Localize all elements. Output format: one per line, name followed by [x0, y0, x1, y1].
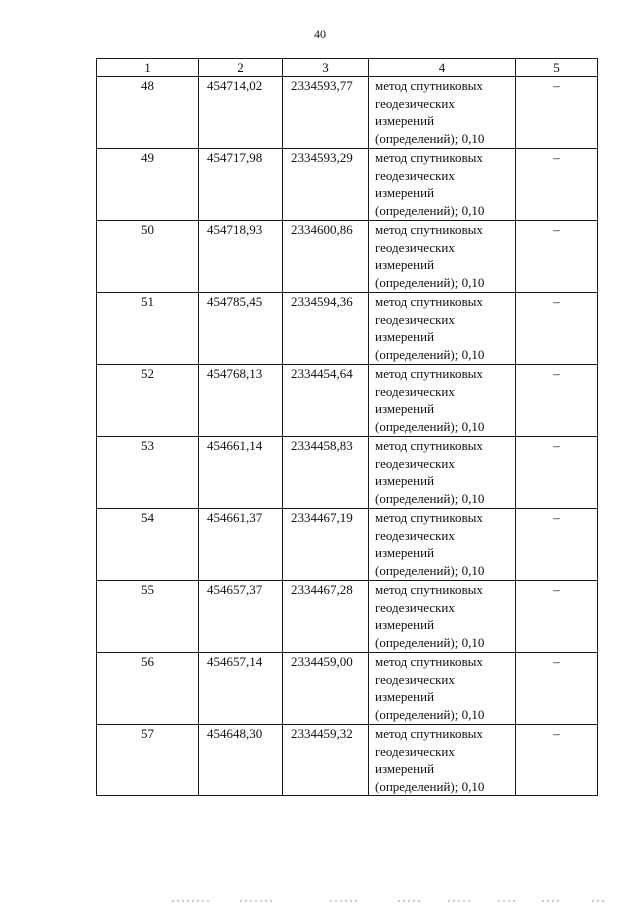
header-col-2: 2 — [199, 59, 283, 77]
method-cell — [369, 509, 516, 581]
point-number: 51 — [97, 293, 199, 365]
note-cell: – — [516, 725, 598, 796]
point-number: 54 — [97, 509, 199, 581]
header-col-4: 4 — [369, 59, 516, 77]
method-cell — [369, 293, 516, 365]
method-text: метод спутниковых геодезических измерений (определений); 0,10 — [375, 582, 485, 650]
coord-x: 454714,02 — [199, 77, 283, 149]
method-text: метод спутниковых геодезических измерений (определений); 0,10 — [375, 366, 485, 434]
table-row — [97, 581, 598, 653]
coord-x: 454648,30 — [199, 725, 283, 796]
method-text: метод спутниковых геодезических измерений (определений); 0,10 — [375, 438, 485, 506]
coord-x: 454717,98 — [199, 149, 283, 221]
table-header — [97, 59, 598, 77]
page-number: 40 — [314, 27, 326, 41]
table-row — [97, 725, 598, 796]
note-cell: – — [516, 653, 598, 725]
note-cell: – — [516, 509, 598, 581]
point-number: 56 — [97, 653, 199, 725]
method-cell — [369, 77, 516, 149]
note-cell: – — [516, 293, 598, 365]
table-row — [97, 221, 598, 293]
table-row — [97, 149, 598, 221]
table-row — [97, 365, 598, 437]
method-text: метод спутниковых геодезических измерений (определений); 0,10 — [375, 150, 485, 218]
coord-y: 2334594,36 — [283, 293, 369, 365]
note-cell: – — [516, 149, 598, 221]
table-row — [97, 653, 598, 725]
table-body — [97, 77, 598, 796]
note-cell: – — [516, 77, 598, 149]
table-row — [97, 77, 598, 149]
header-row — [97, 59, 598, 77]
note-cell: – — [516, 221, 598, 293]
coord-x: 454661,37 — [199, 509, 283, 581]
coord-x: 454718,93 — [199, 221, 283, 293]
method-cell — [369, 365, 516, 437]
method-cell — [369, 581, 516, 653]
coord-x: 454661,14 — [199, 437, 283, 509]
method-cell — [369, 653, 516, 725]
coord-x: 454785,45 — [199, 293, 283, 365]
coord-y: 2334593,29 — [283, 149, 369, 221]
point-number: 57 — [97, 725, 199, 796]
coord-x: 454657,14 — [199, 653, 283, 725]
header-col-3: 3 — [283, 59, 369, 77]
table-row — [97, 509, 598, 581]
table-row — [97, 293, 598, 365]
point-number: 55 — [97, 581, 199, 653]
coord-x: 454768,13 — [199, 365, 283, 437]
point-number: 52 — [97, 365, 199, 437]
note-cell: – — [516, 437, 598, 509]
coord-y: 2334467,28 — [283, 581, 369, 653]
coord-y: 2334454,64 — [283, 365, 369, 437]
scan-artifact-marks — [0, 896, 640, 905]
header-col-5: 5 — [516, 59, 598, 77]
coord-y: 2334600,86 — [283, 221, 369, 293]
method-text: метод спутниковых геодезических измерений (определений); 0,10 — [375, 78, 485, 146]
coord-y: 2334467,19 — [283, 509, 369, 581]
coord-y: 2334459,32 — [283, 725, 369, 796]
table-row — [97, 437, 598, 509]
point-number: 49 — [97, 149, 199, 221]
method-cell — [369, 437, 516, 509]
method-text: метод спутниковых геодезических измерений (определений); 0,10 — [375, 510, 485, 578]
method-text: метод спутниковых геодезических измерений (определений); 0,10 — [375, 294, 485, 362]
coord-y: 2334459,00 — [283, 653, 369, 725]
point-number: 50 — [97, 221, 199, 293]
coord-y: 2334593,77 — [283, 77, 369, 149]
coord-x: 454657,37 — [199, 581, 283, 653]
point-number: 48 — [97, 77, 199, 149]
coord-y: 2334458,83 — [283, 437, 369, 509]
method-text: метод спутниковых геодезических измерений (определений); 0,10 — [375, 654, 485, 722]
coordinates-table — [96, 58, 598, 796]
method-cell — [369, 221, 516, 293]
method-cell — [369, 725, 516, 796]
note-cell: – — [516, 581, 598, 653]
method-cell — [369, 149, 516, 221]
method-text: метод спутниковых геодезических измерений (определений); 0,10 — [375, 726, 485, 794]
note-cell: – — [516, 365, 598, 437]
method-text: метод спутниковых геодезических измерений (определений); 0,10 — [375, 222, 485, 290]
point-number: 53 — [97, 437, 199, 509]
header-col-1: 1 — [97, 59, 199, 77]
